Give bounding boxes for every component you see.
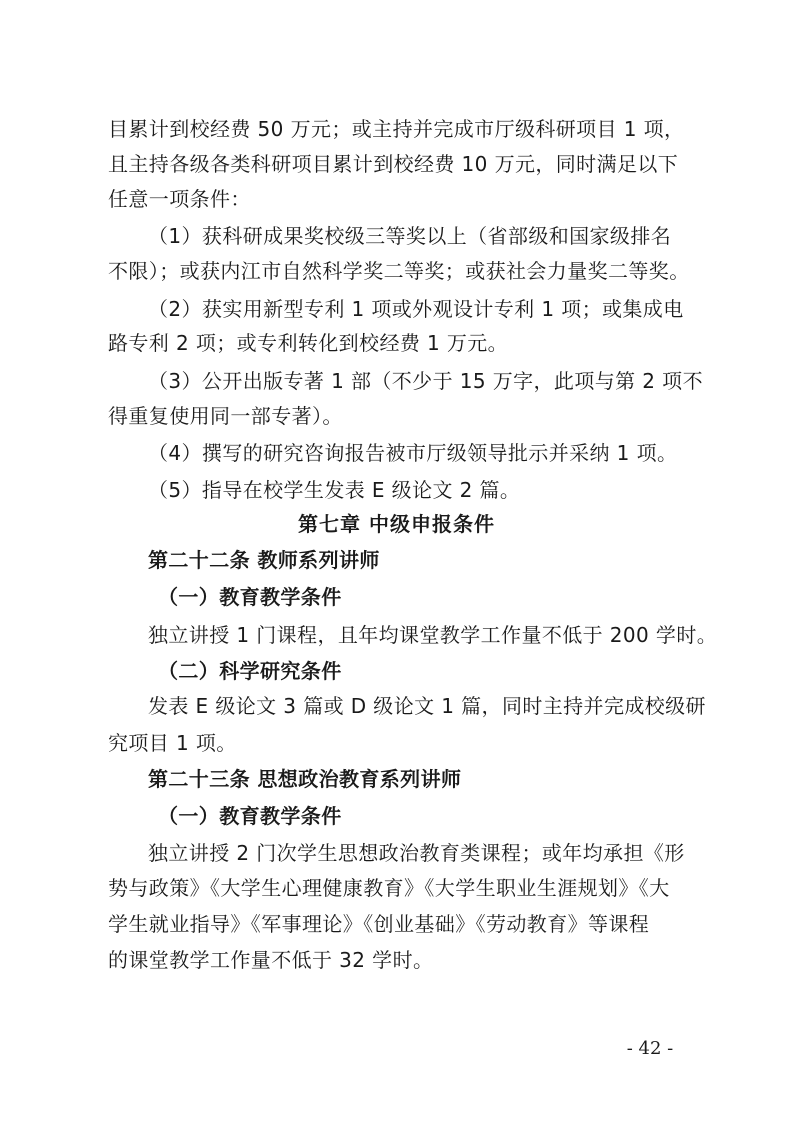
body-text-line: 独立讲授 2 门次学生思想政治教育类课程；或年均承担《形 (148, 841, 685, 865)
chapter-heading: 第七章 中级申报条件 (298, 512, 495, 536)
list-item-3-cont: 得重复使用同一部专著）。 (108, 404, 343, 428)
article-heading-23: 第二十三条 思想政治教育系列讲师 (148, 767, 462, 791)
subsection-heading: （二）科学研究条件 (158, 659, 342, 683)
subsection-heading: （一）教育教学条件 (158, 804, 342, 828)
body-text-line: 且主持各级各类科研项目累计到校经费 10 万元，同时满足以下 (108, 152, 679, 176)
body-text-line: 的课堂教学工作量不低于 32 学时。 (108, 948, 434, 972)
body-text-line: 学生就业指导》《军事理论》《创业基础》《劳动教育》等课程 (108, 912, 650, 936)
subsection-heading: （一）教育教学条件 (158, 585, 342, 609)
body-text-line: 势与政策》《大学生心理健康教育》《大学生职业生涯规划》《大 (108, 876, 670, 900)
body-text-line: 究项目 1 项。 (108, 731, 237, 755)
body-text-line: 目累计到校经费 50 万元；或主持并完成市厅级科研项目 1 项， (108, 117, 685, 141)
page-number: - 42 - (626, 1038, 674, 1059)
list-item-5: （5）指导在校学生发表 E 级论文 2 篇。 (148, 478, 521, 502)
list-item-4: （4）撰写的研究咨询报告被市厅级领导批示并采纳 1 项。 (148, 441, 678, 465)
body-text-line: 任意一项条件： (108, 187, 251, 211)
article-heading-22: 第二十二条 教师系列讲师 (148, 548, 380, 572)
list-item-2: （2）获实用新型专利 1 项或外观设计专利 1 项；或集成电 (148, 297, 684, 321)
body-text-line: 独立讲授 1 门课程，且年均课堂教学工作量不低于 200 学时。 (148, 623, 718, 647)
body-text-line: 发表 E 级论文 3 篇或 D 级论文 1 篇，同时主持并完成校级研 (148, 694, 706, 718)
list-item-2-cont: 路专利 2 项；或专利转化到校经费 1 万元。 (108, 331, 509, 355)
list-item-3: （3）公开出版专著 1 部（不少于 15 万字，此项与第 2 项不 (148, 369, 703, 393)
list-item-1: （1）获科研成果奖校级三等奖以上（省部级和国家级排名 (148, 224, 672, 248)
list-item-1-cont: 不限）；或获内江市自然科学奖二等奖；或获社会力量奖二等奖。 (108, 259, 690, 283)
